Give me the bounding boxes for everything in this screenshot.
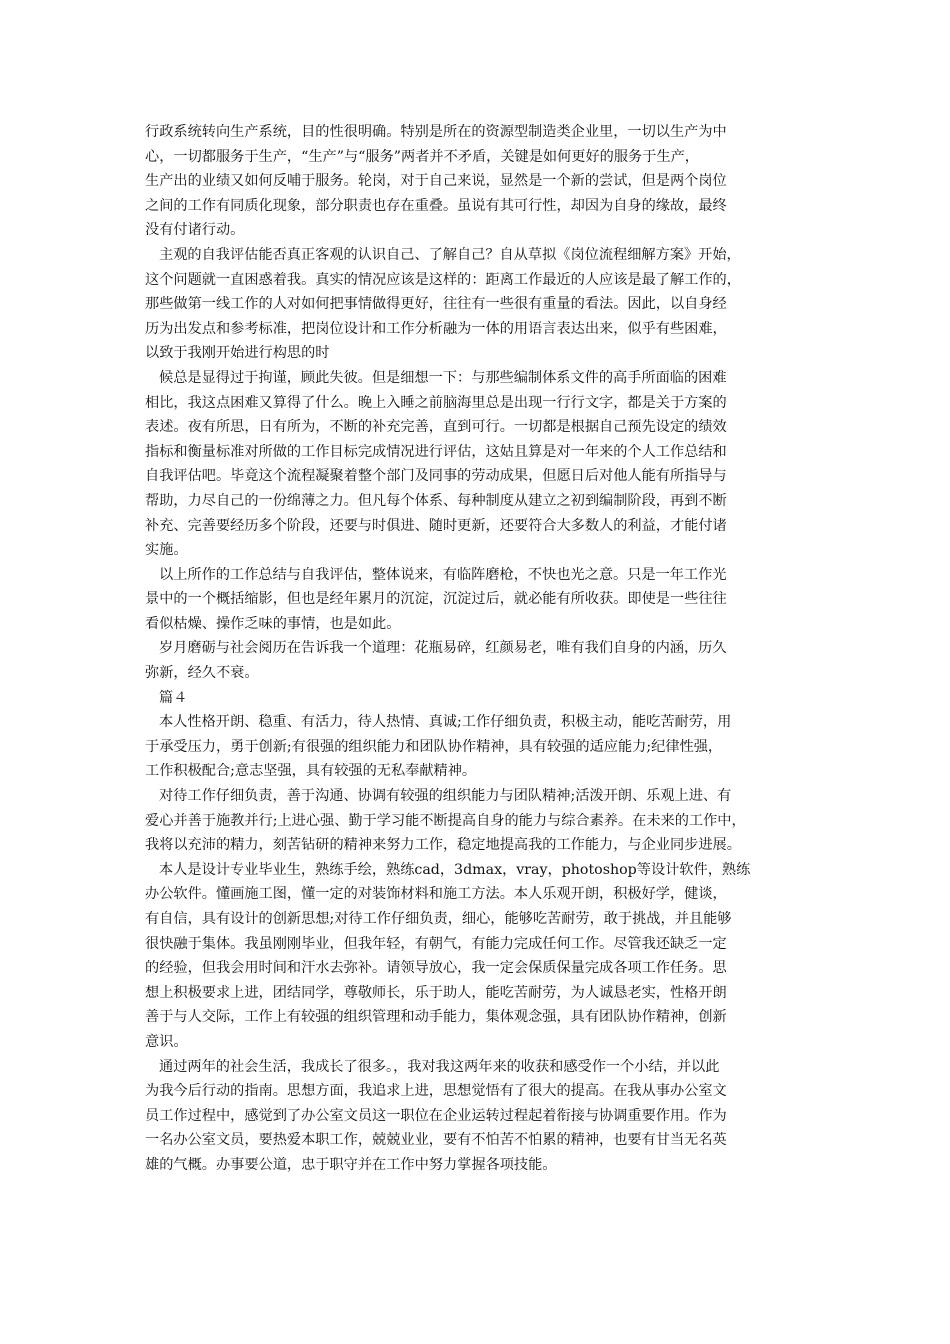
text-line: 以上所作的工作总结与自我评估，整体说来，有临阵磨枪，不快也光之意。只是一年工作光 (159, 566, 727, 583)
paragraph (145, 243, 815, 366)
text-line: 指标和衡量标准对所做的工作目标完成情况进行评估，这姑且算是对一年来的个人工作总结和 (145, 443, 727, 460)
text-line: 的经验，但我会用时间和汗水去弥补。请领导放心，我一定会保质保量完成各项工作任务。思 (145, 960, 727, 977)
paragraph (145, 858, 815, 1055)
paragraph (145, 1055, 815, 1178)
text-line: 想上积极要求上进，团结同学，尊敬师长，乐于助人，能吃苦耐劳，为人诚恳老实，性格开朗 (145, 984, 727, 1001)
text-line: 历为出发点和参考标准，把岗位设计和工作分析融为一体的用语言表达出来，似乎有些困难， (145, 320, 727, 337)
text-line: 景中的一个概括缩影，但也是经年累月的沉淀，沉淀过后，就必能有所收获。即使是一些往往 (145, 591, 727, 608)
text-line: 工作积极配合;意志坚强，具有较强的无私奉献精神。 (145, 763, 477, 780)
paragraph (145, 563, 815, 637)
paragraph (145, 636, 815, 685)
text-line: 通过两年的社会生活，我成长了很多。，我对我这两年来的收获和感受作一个小结，并以此 (159, 1058, 720, 1075)
text-line: 意识。 (145, 1033, 188, 1050)
text-line: 本人是设计专业毕业生，熟练手绘，熟练cad，3dmax，vray，photoshop等设计软件，熟练 (159, 861, 751, 878)
text-line: 雄的气概。办事要公道，忠于职守并在工作中努力掌握各项技能。 (145, 1156, 557, 1173)
text-line: 这个问题就一直困惑着我。真实的情况应该是这样的：距离工作最近的人应该是最了解工作的， (145, 271, 741, 288)
text-line: 没有付诸行动。 (145, 222, 245, 239)
text-line: 善于与人交际，工作上有较强的组织管理和动手能力，集体观念强，具有团队协作精神，创新 (145, 1009, 727, 1026)
text-line: 爱心并善于施教并行;上进心强、勤于学习能不断提高自身的能力与综合素养。在未来的工作中， (145, 812, 746, 829)
text-line: 很快融于集体。我虽刚刚毕业，但我年轻，有朝气，有能力完成任何工作。尽管我还缺乏一定 (145, 935, 727, 952)
text-line: 办公软件。懂画施工图，懂一定的对装饰材料和施工方法。本人乐观开朗，积极好学，健谈， (145, 886, 727, 903)
text-line: 篇４ (159, 689, 188, 706)
text-line: 员工作过程中，感觉到了办公室文员这一职位在企业运转过程起着衔接与协调重要作用。作为 (145, 1107, 727, 1124)
text-line: 于承受压力，勇于创新;有很强的组织能力和团队协作精神，具有较强的适应能力;纪律性强， (145, 738, 723, 755)
text-line: 生产出的业绩又如何反哺于服务。轮岗，对于自己来说，显然是一个新的尝试，但是两个岗位 (145, 173, 727, 190)
text-line: 心，一切都服务于生产，“生产”与“服务”两者并不矛盾，关键是如何更好的服务于生产， (145, 148, 699, 165)
text-line: 本人性格开朗、稳重、有活力，待人热情、真诚;工作仔细负责，积极主动，能吃苦耐劳，用 (159, 714, 732, 731)
text-line: 之间的工作有同质化现象，部分职责也存在重叠。虽说有其可行性，却因为自身的缘故，最终 (145, 197, 727, 214)
text-line: 我将以充沛的精力，刻苦钻研的精神来努力工作，稳定地提高我的工作能力，与企业同步进展。 (145, 837, 741, 854)
text-line: 看似枯燥、操作乏味的事情，也是如此。 (145, 615, 401, 632)
text-line: 补充、完善要经历多个阶段，还要与时俱进、随时更新，还要符合大多数人的利益，才能付诸 (145, 517, 727, 534)
text-line: 候总是显得过于拘谨，顾此失彼。但是细想一下：与那些编制体系文件的高手所面临的困难 (159, 369, 727, 386)
text-line: 实施。 (145, 542, 188, 559)
text-line: 弥新，经久不衰。 (145, 665, 259, 682)
paragraph (145, 784, 815, 858)
text-line: 一名办公室文员，要热爱本职工作，兢兢业业，要有不怕苦不怕累的精神，也要有甘当无名英 (145, 1132, 727, 1149)
text-line: 对待工作仔细负责，善于沟通、协调有较强的组织能力与团队精神;活泼开朗、乐观上进、有 (159, 788, 732, 805)
paragraph (145, 710, 815, 784)
text-line: 相比，我这点困难又算得了什么。晚上入睡之前脑海里总是出现一行行文字，都是关于方案的 (145, 394, 727, 411)
paragraph (145, 366, 815, 563)
document-body (145, 120, 815, 1178)
text-line: 主观的自我评估能否真正客观的认识自己、了解自己？自从草拟《岗位流程细解方案》开始， (159, 246, 741, 263)
text-line: 为我今后行动的指南。思想方面，我追求上进，思想觉悟有了很大的提高。在我从事办公室文 (145, 1083, 727, 1100)
text-line: 有自信，具有设计的创新思想;对待工作仔细负责，细心，能够吃苦耐劳，敢于挑战，并且能够 (145, 911, 732, 927)
text-line: 岁月磨砺与社会阅历在告诉我一个道理：花瓶易碎，红颜易老，唯有我们自身的内涵，历久 (159, 640, 727, 657)
text-line: 自我评估吧。毕竟这个流程凝聚着整个部门及同事的劳动成果，但愿日后对他人能有所指导与 (145, 468, 727, 485)
text-line: 那些做第一线工作的人对如何把事情做得更好，往往有一些很有重量的看法。因此，以自身经 (145, 296, 727, 313)
text-line: 帮助，力尽自己的一份绵薄之力。但凡每个体系、每种制度从建立之初到编制阶段，再到不断 (145, 492, 727, 509)
paragraph (145, 120, 815, 243)
text-line: 以致于我刚开始进行构思的时 (145, 345, 330, 362)
text-line: 表述。夜有所思，日有所为，不断的补充完善，直到可行。一切都是根据自己预先设定的绩效 (145, 419, 727, 436)
paragraph (145, 686, 815, 711)
text-line: 行政系统转向生产系统，目的性很明确。特别是所在的资源型制造类企业里，一切以生产为中 (145, 124, 727, 140)
